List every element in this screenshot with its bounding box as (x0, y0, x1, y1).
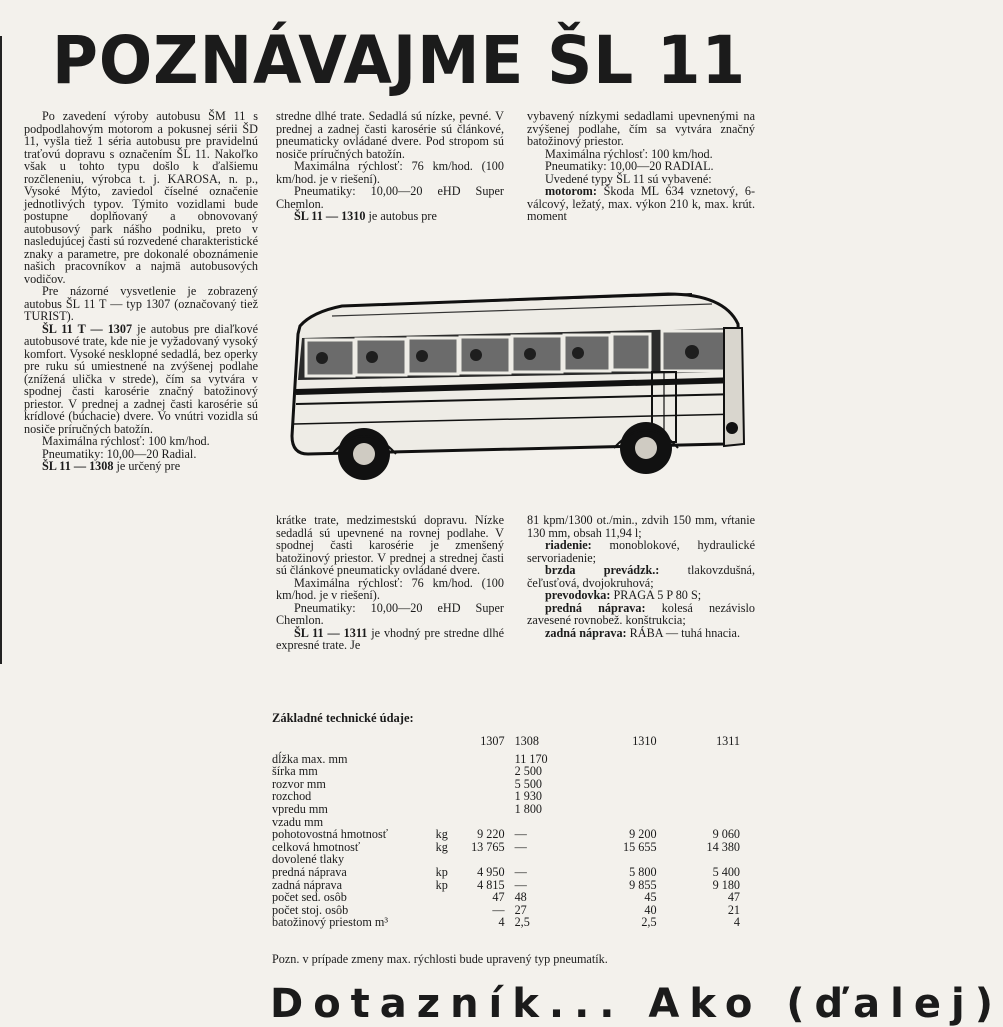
paragraph-text: Pneumatiky: 10,00—20 eHD Super Chemlon. (276, 184, 504, 211)
paragraph-lead: motorom: (545, 184, 597, 198)
table-cell (573, 753, 656, 766)
table-cell: 11 170 (514, 751, 548, 766)
text-column-3 (527, 110, 755, 223)
row-unit: kp (435, 864, 448, 879)
paragraph (527, 539, 755, 564)
paragraph (24, 285, 258, 323)
table-cell: 1 800 (514, 801, 542, 816)
table-cell: 48 (514, 890, 527, 905)
table-cell: 9 200 (629, 827, 657, 842)
table-cell: 4 950 (477, 864, 505, 879)
row-unit (436, 916, 460, 929)
table-cell: 27 (514, 902, 527, 917)
paragraph (527, 514, 755, 539)
table-cell: — (492, 902, 505, 917)
paragraph-lead: ŠL 11 — 1310 (294, 209, 366, 223)
table-cell: 15 655 (623, 839, 657, 854)
row-label: dovolené tlaky (272, 852, 345, 867)
paragraph-text: Škoda ML 634 vznetový, 6-válcový, ležatý, max. výkon 210 k, max. krút. moment (527, 184, 755, 223)
footnote: Pozn. v prípade zmeny max. rýchlosti bude upravený typ pneumatík. (272, 952, 608, 966)
row-label: batožinový priestom m³ (272, 915, 389, 930)
article-title: POZNÁVAJME ŠL 11 (52, 22, 747, 99)
paragraph (276, 110, 504, 160)
table-row (272, 765, 760, 778)
table-row (272, 803, 760, 816)
table-cell (573, 765, 656, 778)
paragraph-text: Maximálna rýchlosť: 76 km/hod. (100 km/hod. je v riešení). (276, 575, 504, 602)
row-unit (436, 803, 460, 816)
table-cell: 9 855 (629, 877, 657, 892)
paragraph-text: stredne dlhé trate. Sedadlá sú nízke, pevné. V prednej a zadnej časti karosérie sú článkové, pneumaticky ovládané dvere. Pod stropom sú nosiče príručných batožín. (276, 109, 504, 161)
table-cell (657, 816, 760, 829)
table-row (272, 891, 760, 904)
table-cell (573, 790, 656, 803)
table-cell: 5 800 (629, 864, 657, 879)
table-cell (657, 803, 760, 816)
next-article-headline-fragment: Dotazník... Ako (ďalej) (270, 981, 1003, 1027)
paragraph (527, 185, 755, 223)
table-row (272, 866, 760, 879)
paragraph-text: Uvedené typy ŠL 11 sú vybavené: (545, 171, 712, 186)
column-header: 1308 (514, 734, 539, 748)
paragraph (276, 210, 504, 223)
paragraph (527, 564, 755, 589)
paragraph (527, 602, 755, 627)
paragraph-lead: riadenie: (545, 538, 592, 552)
table-cell: — (514, 827, 527, 842)
table-row (272, 841, 760, 854)
row-unit (436, 778, 460, 791)
paragraph-text: tlakovzdušná, čeľusťová, dvojokruhová; (527, 563, 755, 590)
paragraph-text: Pneumatiky: 10,00—20 Radial. (42, 446, 197, 461)
table-cell: 5 400 (712, 864, 740, 879)
paragraph-text: vybavený nízkymi sedadlami upevnenými na zvýšenej podlahe, čím sa vytvára značný batožinový priestor. (527, 109, 755, 148)
table-cell (460, 790, 505, 803)
table-cell (657, 853, 760, 866)
table-cell (460, 803, 505, 816)
table-cell: 2,5 (641, 915, 657, 930)
table-cell (460, 778, 505, 791)
table-cell: 4 (733, 915, 740, 930)
row-label: rozchod (272, 789, 312, 804)
paragraph-text: Maximálna rýchlosť: 100 km/hod. (42, 434, 210, 448)
tech-table-header-row (272, 735, 760, 753)
paragraph-text: je vhodný pre stredne dlhé expresné trate. Je (276, 625, 504, 652)
table-cell: 47 (492, 890, 505, 905)
paragraph-text: Pneumatiky: 10,00—20 RADIAL. (545, 159, 714, 173)
row-label: dĺžka max. mm (272, 751, 348, 766)
paragraph-text: Pneumatiky: 10,00—20 eHD Super Chemlon. (276, 600, 504, 627)
text-column-2 (276, 110, 504, 223)
row-label: zadná náprava (272, 877, 343, 892)
paragraph-lead: ŠL 11 — 1308 (42, 459, 114, 473)
table-row (272, 828, 760, 841)
table-cell: 40 (644, 902, 657, 917)
paragraph-text: PRAGA 5 P 80 S; (610, 588, 702, 602)
tech-table-heading: Základné technické údaje: (272, 711, 414, 725)
paragraph-text: Pre názorné vysvetlenie je zobrazený autobus ŠL 11 T — typ 1307 (označovaný tiež TURIST). (24, 284, 258, 323)
table-cell: 9 180 (712, 877, 740, 892)
row-label: šírka mm (272, 764, 318, 779)
row-unit (436, 765, 460, 778)
text-column-2-lower (276, 514, 504, 652)
paragraph-text: monoblokové, hydraulické servoriadenie; (527, 538, 755, 565)
row-label: vpredu mm (272, 801, 328, 816)
table-cell: 2 500 (514, 764, 542, 779)
table-cell: — (514, 877, 527, 892)
table-cell (657, 753, 760, 766)
paragraph-lead: predná náprava: (545, 600, 646, 615)
bus-illustration (272, 268, 758, 508)
text-column-1 (24, 110, 258, 473)
table-cell (657, 765, 760, 778)
paragraph-lead: prevodovka: (545, 588, 611, 602)
table-cell: 45 (644, 890, 657, 905)
table-row (272, 916, 760, 929)
paragraph-lead: ŠL 11 — 1311 (294, 625, 368, 640)
paragraph-text: kolesá nezávislo zavesené rovnobež. konštrukcia; (527, 600, 755, 627)
table-cell: 9 060 (712, 827, 740, 842)
paragraph-text: Maximálna rýchlosť: 76 km/hod. (100 km/hod. je v riešení). (276, 159, 504, 186)
paragraph (24, 323, 258, 436)
row-label: predná náprava (272, 864, 347, 879)
table-cell: 21 (727, 902, 740, 917)
table-cell: 14 380 (706, 839, 740, 854)
row-label: počet stoj. osôb (272, 902, 349, 917)
paragraph (276, 602, 504, 627)
table-cell (460, 765, 505, 778)
table-cell: 2,5 (514, 915, 530, 930)
row-label: celková hmotnosť (272, 839, 361, 854)
column-header: 1311 (716, 734, 740, 748)
table-cell: 9 220 (477, 827, 505, 842)
row-unit: kg (435, 839, 448, 854)
paragraph (276, 185, 504, 210)
table-cell: 5 500 (514, 776, 542, 791)
paragraph-text: krátke trate, medzimestskú dopravu. Nízke sedadlá sú upevnené na rovnej podlahe. V spodnej časti karosérie je zmenšený batožinový priestor. V prednej a strednej časti sú článkové pneumaticky ovládané dvere. (276, 513, 504, 577)
paragraph-text: RÁBA — tuhá hnacia. (626, 625, 741, 640)
paragraph-lead: brzda prevádzk.: (545, 563, 660, 577)
table-cell (657, 790, 760, 803)
table-cell: 1 930 (514, 789, 542, 804)
paragraph-text: je určený pre (113, 459, 181, 473)
paragraph (24, 110, 258, 285)
row-unit: kg (435, 827, 448, 842)
paragraph (276, 627, 504, 652)
table-cell: 47 (727, 890, 740, 905)
paragraph (24, 460, 258, 473)
table-cell: — (514, 864, 527, 879)
table-cell: — (514, 839, 527, 854)
paragraph-text: je autobus pre diaľkové autobusové trate, kde nie je vyžadovaný vysoký komfort. Vysoké nesklopné sedadlá, bez operky pre ruku sú umiestnené na zvýšenej podlahe (znížená ulička v strede), čím sa vytvára v spodnej časti karosérie značný batožinový priestor. V prednej a zadnej časti karosérie sú krídlové (búchacie) dvere. Vo vnútri vozidla sú nosiče príručných batožín. (24, 321, 258, 436)
paragraph (276, 160, 504, 185)
paragraph (527, 110, 755, 148)
column-header: 1307 (480, 734, 505, 748)
row-unit (436, 891, 460, 904)
row-unit (436, 753, 460, 766)
paragraph-lead: zadná náprava: (545, 625, 627, 640)
paragraph-text: 81 kpm/1300 ot./min., zdvih 150 mm, vŕtanie 130 mm, obsah 11,94 l; (527, 513, 755, 540)
text-column-3-lower (527, 514, 755, 639)
tech-specs-table (272, 735, 760, 929)
paragraph-text: je autobus pre (365, 209, 437, 223)
table-cell (573, 778, 656, 791)
row-label: pohotovostná hmotnosť (272, 827, 388, 842)
table-cell: 4 815 (477, 877, 505, 892)
column-header: 1310 (632, 734, 657, 748)
table-cell: 4 (498, 915, 505, 930)
paragraph (276, 514, 504, 577)
table-cell (657, 778, 760, 791)
table-cell (573, 803, 656, 816)
row-unit (436, 790, 460, 803)
row-label: počet sed. osôb (272, 890, 347, 905)
paragraph-text: Po zavedení výroby autobusu ŠM 11 s podpodlahovým motorom a pokusnej sérii ŠD 11, vyšla tiež 1 séria autobusu pre pravidelnú traťovú dopravu s označením ŠL 11. Nakoľko však u tohto typu došlo k ďalšiemu rozčleneniu, výrobca t. j. KAROSA, n. p., Vysoké Mýto, zaviedol číselné označenie jednotlivých typov. Týmito vozidlami bude postupne doplňovaný a obnovovaný autobusový park nášho podniku, preto v nasledujúcej časti sú rozvedené charakteristické znaky a parametre, pre dokonalé oboznámenie našich pracovníkov a najmä autobusových vodičov. (24, 109, 258, 286)
row-unit: kp (435, 877, 448, 892)
table-cell: 13 765 (471, 839, 505, 854)
paragraph-lead: ŠL 11 T — 1307 (42, 321, 133, 336)
table-cell (460, 753, 505, 766)
column-rule (0, 36, 2, 664)
paragraph (276, 577, 504, 602)
row-label: vzadu mm (272, 814, 324, 829)
row-label: rozvor mm (272, 776, 326, 791)
paragraph (527, 627, 755, 640)
row-unit (436, 904, 460, 917)
paragraph-text: Maximálna rýchlosť: 100 km/hod. (545, 146, 713, 161)
